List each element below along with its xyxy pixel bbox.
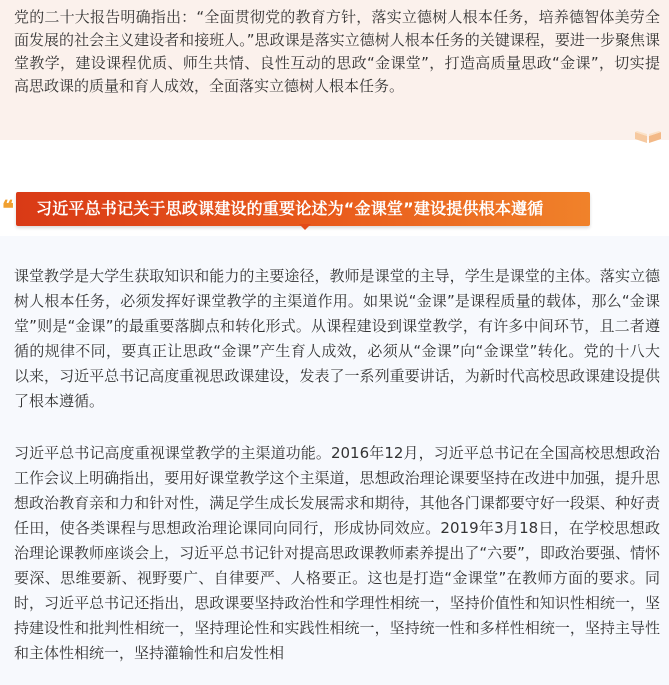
section-heading bbox=[0, 188, 669, 232]
article-body bbox=[0, 236, 669, 685]
intro-paragraph: 党的二十大报告明确指出：“全面贯彻党的教育方针，落实立德树人根本任务，培养德智体美劳全面发展的社会主义建设者和接班人。”思政课是落实立德树人根本任务的关键课程，要进一步聚焦课堂教学，建设课程优质、师生共情、良性互动的思政“金课堂”，打造高质量思政“金课”，切实提高思政课的质量和育人成效，全面落实立德树人根本任务。 bbox=[14, 8, 660, 95]
section-heading-text: 习近平总书记关于思政课建设的重要论述为“金课堂”建设提供根本遵循 bbox=[36, 199, 544, 218]
quote-mark-icon: ❝ bbox=[2, 196, 14, 222]
heading-pointer bbox=[299, 224, 311, 230]
body-paragraph: 习近平总书记高度重视课堂教学的主渠道功能。2016年12月，习近平总书记在全国高校思想政治工作会议上明确指出，要用好课堂教学这个主渠道，思想政治理论课要坚持在改进中加强，提升思想政治教育亲和力和针对性，满足学生成长发展需求和期待，其他各门课都要守好一段渠、种好责任田，使各类课程与思想政治理论课同向同行，形成协同效应。2019年3月18日，在学校思想政治理论课教师座谈会上，习近平总书记针对提高思政课教师素养提出了“六要”，即政治要强、情怀要深、思维要新、视野要广、自律要严、人格要正。这也是打造“金课堂”在教师方面的要求。同时，习近平总书记还指出，思政课要坚持政治性和学理性相统一，坚持价值性和知识性相统一，坚持建设性和批判性相统一，坚持理论性和实践性相统一，坚持统一性和多样性相统一，坚持主导性和主体性相统一，坚持灌输性和启发性相 bbox=[14, 444, 660, 662]
body-paragraph: 课堂教学是大学生获取知识和能力的主要途径，教师是课堂的主导，学生是课堂的主体。落实立德树人根本任务，必须发挥好课堂教学的主渠道作用。如果说“金课”是课程质量的载体，那么“金课堂”则是“金课”的最重要落脚点和转化形式。从课程建设到课堂教学，有许多中间环节，且二者遵循的规律不同，要真正让思政“金课”产生育人成效，必须从“金课”向“金课堂”转化。党的十八大以来，习近平总书记高度重视思政课建设，发表了一系列重要讲话，为新时代高校思政课建设提供了根本遵循。 bbox=[14, 267, 660, 410]
intro-block bbox=[0, 0, 669, 140]
section-heading-bar bbox=[16, 192, 590, 226]
open-book-icon bbox=[633, 124, 663, 144]
